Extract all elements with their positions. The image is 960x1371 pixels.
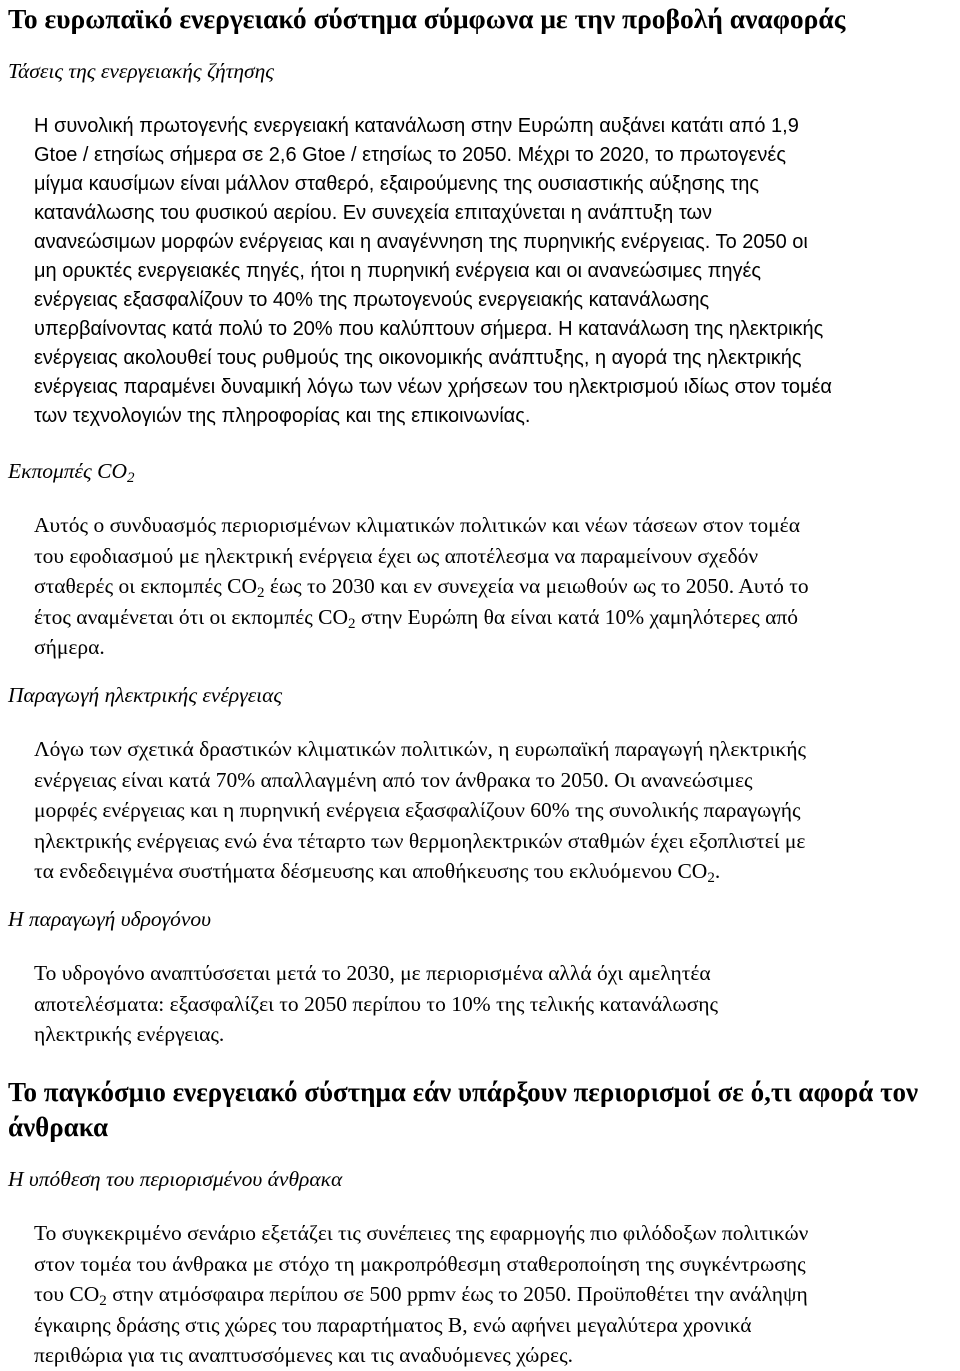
text-line: Η συνολική πρωτογενής ενεργειακή κατανάλωση στην Ευρώπη αυξάνει κατάτι από 1,9 bbox=[34, 115, 799, 137]
section-heading-electricity: Παραγωγή ηλεκτρικής ενέργειας bbox=[8, 683, 283, 707]
text-line: ενέργειας παραμένει δυναμική λόγω των νέων χρήσεων του ηλεκτρισμού ιδίως στον τομέα bbox=[34, 376, 832, 398]
text-part: στην Ευρώπη θα είναι κατά 10% χαμηλότερες από bbox=[355, 604, 798, 629]
text-part: έως το 2030 και εν συνεχεία να μειωθούν ως το 2050. Αυτό το bbox=[264, 574, 809, 598]
paragraph-emissions bbox=[34, 510, 809, 663]
text-line: μορφές ενέργειας και η πυρηνική ενέργεια εξασφαλίζουν 60% της συνολικής παραγωγής bbox=[34, 798, 801, 822]
text-line bbox=[34, 571, 809, 602]
text-line: των τεχνολογιών της πληροφορίας και της επικοινωνίας. bbox=[34, 405, 531, 427]
subscript: 2 bbox=[99, 1292, 107, 1309]
text-part: έτος αναμένεται ότι οι εκπομπές CO bbox=[34, 604, 349, 629]
section-heading-demand: Τάσεις της ενεργειακής ζήτησης bbox=[8, 59, 275, 83]
text-line: ενέργειας είναι κατά 70% απαλλαγμένη από τον άνθρακα το 2050. Οι ανανεώσιμες bbox=[34, 767, 753, 792]
section-heading-hydrogen: Η παραγωγή υδρογόνου bbox=[8, 907, 212, 931]
paragraph-hydrogen bbox=[34, 958, 718, 1050]
text-part: τα ενδεδειγμένα συστήματα δέσμευσης και αποθήκευσης του εκλυόμενου CO bbox=[34, 859, 708, 883]
heading-subscript: 2 bbox=[126, 469, 135, 486]
text-line: του εφοδιασμού με ηλεκτρική ενέργεια έχει ως αποτέλεσμα να παραμείνουν σχεδόν bbox=[34, 543, 759, 568]
text-line: ηλεκτρικής ενέργειας ενώ ένα τέταρτο των θερμοηλεκτρικών σταθμών έχει εξοπλιστεί με bbox=[34, 828, 806, 853]
text-line: υπερβαίνοντας κατά πολύ το 20% που καλύπτουν σήμερα. Η κατανάλωση της ηλεκτρικής bbox=[34, 318, 824, 340]
heading-text: Εκπομπές CO bbox=[8, 459, 127, 483]
text-line: ενέργειας εξασφαλίζουν το 40% της πρωτογενούς ενεργειακής κατανάλωσης bbox=[34, 289, 710, 311]
subscript: 2 bbox=[707, 869, 715, 886]
text-line: Gtoe / ετησίως σήμερα σε 2,6 Gtoe / ετησίως το 2050. Μέχρι το 2020, το πρωτογενές bbox=[34, 144, 786, 166]
subscript: 2 bbox=[257, 584, 265, 601]
text-line: Το συγκεκριμένο σενάριο εξετάζει τις συνέπειες της εφαρμογής πιο φιλόδοξων πολιτικών bbox=[34, 1221, 809, 1245]
text-line: ανανεώσιμων μορφών ενέργειας και η αναγέννηση της πυρηνικής ενέργειας. Το 2050 οι bbox=[34, 231, 808, 253]
text-line: κατανάλωσης του φυσικού αερίου. Εν συνεχεία επιταχύνεται η ανάπτυξη των bbox=[34, 202, 713, 224]
section-heading-emissions bbox=[8, 456, 135, 486]
text-line: περιθώρια για τις αναπτυσσόμενες και τις αναδυόμενες χώρες. bbox=[34, 1343, 573, 1367]
paragraph-demand bbox=[34, 112, 832, 431]
text-line: Αυτός ο συνδυασμός περιορισμένων κλιματικών πολιτικών και νέων τάσεων στον τομέα bbox=[34, 513, 800, 537]
text-line: μη ορυκτές ενεργειακές πηγές, ήτοι η πυρηνική ενέργεια και οι ανανεώσιμες πηγές bbox=[34, 260, 762, 282]
text-line: σήμερα. bbox=[34, 635, 105, 659]
text-part: στην ατμόσφαιρα περίπου σε 500 ppmv έως το 2050. Προϋποθέτει την ανάληψη bbox=[106, 1282, 808, 1306]
text-part: . bbox=[714, 859, 721, 883]
page-title: Το ευρωπαϊκό ενεργειακό σύστημα σύμφωνα με την προβολή αναφοράς bbox=[8, 3, 846, 34]
paragraph-carbon-constraint bbox=[34, 1218, 808, 1371]
text-line: στον τομέα του άνθρακα με στόχο τη μακροπρόθεσμη σταθεροποίηση της συγκέντρωσης bbox=[34, 1251, 806, 1276]
text-line: Το υδρογόνο αναπτύσσεται μετά το 2030, με περιορισμένα αλλά όχι αμελητέα bbox=[34, 961, 711, 985]
text-line: μίγμα καυσίμων είναι μάλλον σταθερό, εξαιρούμενης της ουσιαστικής αύξησης της bbox=[34, 173, 759, 195]
subscript: 2 bbox=[348, 615, 356, 632]
text-line: ενέργειας ακολουθεί τους ρυθμούς της οικονομικής ανάπτυξης, η αγορά της ηλεκτρικής bbox=[34, 347, 802, 369]
text-line: έγκαιρης δράσης στις χώρες του παραρτήματος Β, ενώ αφήνει μεγαλύτερα χρονικά bbox=[34, 1312, 752, 1337]
text-line bbox=[34, 602, 809, 633]
section-title-global: Το παγκόσμιο ενεργειακό σύστημα εάν υπάρξουν περιορισμοί σε ό,τι αφορά τον άνθρακα bbox=[8, 1077, 919, 1142]
text-part: του CO bbox=[34, 1282, 100, 1306]
text-line: ηλεκτρικής ενέργειας. bbox=[34, 1022, 225, 1046]
paragraph-electricity bbox=[34, 734, 806, 887]
text-line bbox=[34, 1279, 808, 1310]
text-line bbox=[34, 856, 806, 887]
section-heading-carbon-constraint: Η υπόθεση του περιορισμένου άνθρακα bbox=[8, 1167, 343, 1191]
text-line: αποτελέσματα: εξασφαλίζει το 2050 περίπου το 10% της τελικής κατανάλωσης bbox=[34, 991, 719, 1016]
text-part: σταθερές οι εκπομπές CO bbox=[34, 574, 258, 598]
text-line: Λόγω των σχετικά δραστικών κλιματικών πολιτικών, η ευρωπαϊκή παραγωγή ηλεκτρικής bbox=[34, 737, 806, 761]
